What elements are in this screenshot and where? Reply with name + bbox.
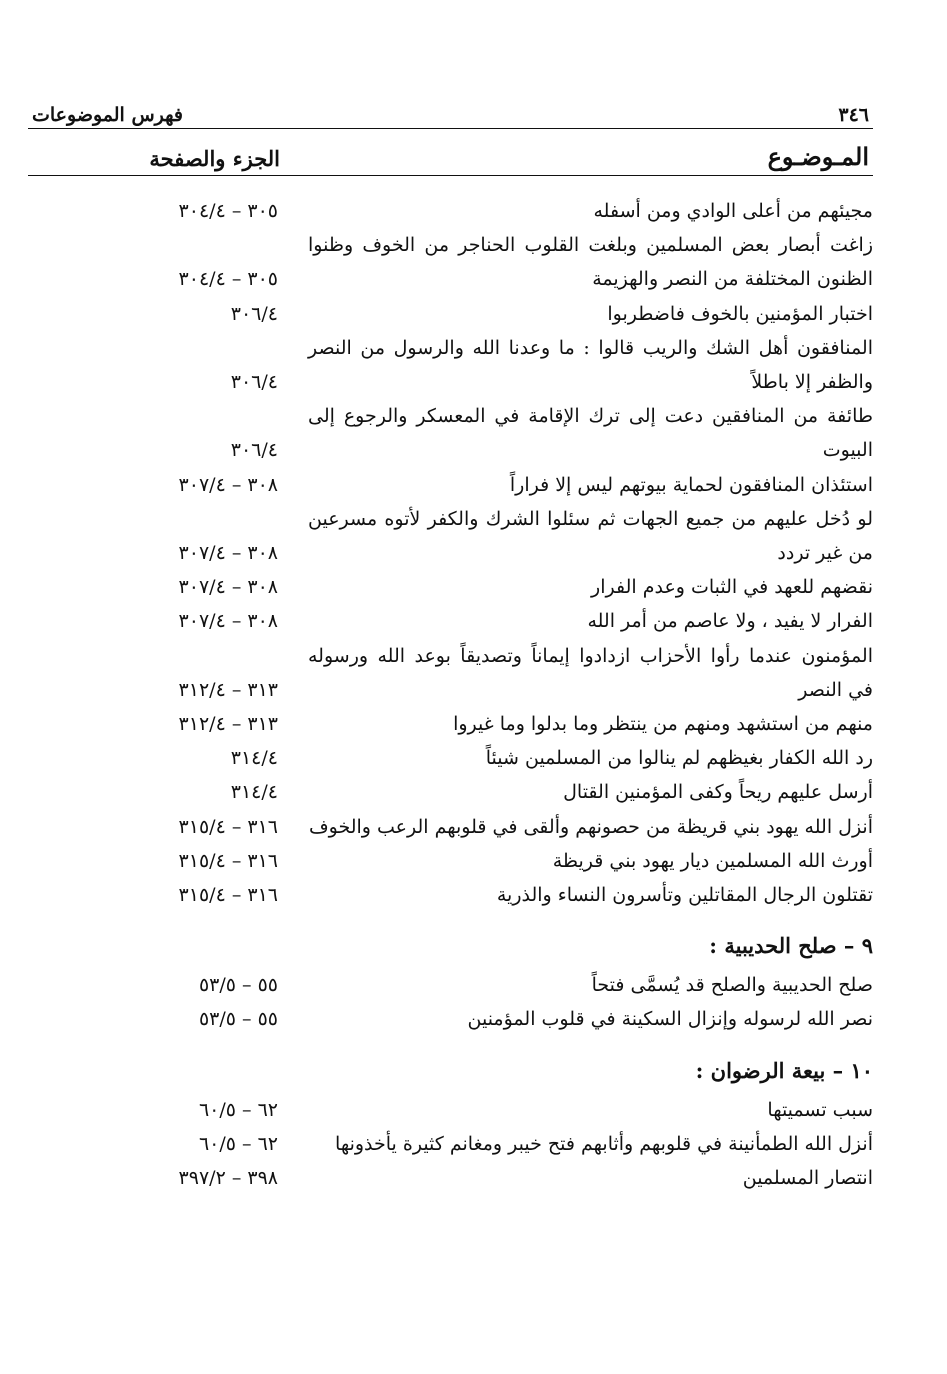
entry-topic: لو دُخل عليهم من جميع الجهات ثم سئلوا الشرك والكفر لأتوه مسرعين من غير تردد — [308, 507, 873, 565]
index-entry — [28, 570, 873, 604]
section-title-ridwan: ١٠ – بيعة الرضوان : — [695, 1057, 873, 1083]
entry-topic: طائفة من المنافقين دعت إلى ترك الإقامة في المعسكر والرجوع إلى البيوت — [308, 405, 873, 462]
entry-topic: زاغت أبصار بعض المسلمين وبلغت القلوب الحناجر من الخوف وظنوا الظنون المختلفة من النصر والهزيمة — [308, 234, 873, 291]
entry-reference: ٣٠٥ – ٣٠٤/٤ — [178, 200, 278, 222]
entry-reference: ٥٥ – ٥٣/٥ — [198, 1008, 278, 1031]
entry-reference: ٣١٤/٤ — [230, 781, 278, 804]
index-entry — [28, 194, 873, 228]
entry-topic: استئذان المنافقون لحماية بيوتهم ليس إلا فراراً — [509, 473, 873, 496]
entry-topic: سبب تسميتها — [767, 1098, 873, 1121]
index-entry — [28, 468, 873, 502]
index-entries — [28, 194, 873, 1195]
entry-topic: نصر الله لرسوله وإنزال السكينة في قلوب المؤمنين — [467, 1008, 873, 1031]
index-entry — [28, 502, 873, 570]
column-headers — [28, 129, 873, 176]
index-entry — [28, 228, 873, 296]
index-entry — [28, 878, 873, 912]
index-page — [28, 96, 873, 1195]
entry-topic: انتصار المسلمين — [742, 1167, 873, 1190]
entry-reference: ٣٠٨ – ٣٠٧/٤ — [178, 576, 278, 599]
entry-topic: مجيئهم من أعلى الوادي ومن أسفله — [593, 200, 873, 222]
entry-topic: المؤمنون عندما رأوا الأحزاب ازدادوا إيماناً وتصديقاً بوعد الله ورسوله في النصر — [308, 644, 873, 701]
entry-topic: الفرار لا يفيد ، ولا عاصم من أمر الله — [587, 610, 873, 633]
index-entry — [28, 1161, 873, 1195]
entry-reference: ٦٢ – ٦٠/٥ — [198, 1098, 278, 1121]
entry-reference: ٣١٦ – ٣١٥/٤ — [178, 884, 278, 907]
index-entry — [28, 968, 873, 1002]
entry-topic: أورث الله المسلمين ديار يهود بني قريظة — [552, 849, 873, 872]
entry-topic: أنزل الله الطمأنينة في قلوبهم وأثابهم فتح خيبر ومغانم كثيرة يأخذونها — [335, 1132, 873, 1155]
index-entry — [28, 297, 873, 331]
entry-reference: ٣١٣ – ٣١٢/٤ — [178, 678, 278, 701]
entry-reference: ٣٠٨ – ٣٠٧/٤ — [178, 473, 278, 496]
entry-reference: ٣٠٥ – ٣٠٤/٤ — [178, 268, 278, 291]
entry-topic: منهم من استشهد ومنهم من ينتظر وما بدلوا وما غيروا — [453, 713, 873, 736]
entry-reference: ٣١٦ – ٣١٥/٤ — [178, 849, 278, 872]
index-entry — [28, 331, 873, 399]
entry-topic: صلح الحديبية والصلح قد يُسمَّى فتحاً — [591, 974, 873, 997]
entry-reference: ٥٥ – ٥٣/٥ — [198, 974, 278, 997]
entry-topic: تقتلون الرجال المقاتلين وتأسرون النساء والذرية — [496, 884, 873, 907]
entry-topic: المنافقون أهل الشك والريب قالوا : ما وعدنا الله والرسول من النصر والظفر إلا باطلاً — [308, 336, 873, 394]
index-entry — [28, 741, 873, 775]
running-title: فهرس الموضوعات — [32, 104, 183, 126]
index-entry — [28, 810, 873, 844]
topic-column-header: المـوضـوع — [767, 142, 869, 171]
entry-topic: نقضهم للعهد في الثبات وعدم الفرار — [591, 576, 873, 599]
index-entry — [28, 1127, 873, 1161]
reference-column-header: الجزء والصفحة — [149, 146, 280, 171]
entry-reference: ٣٠٦/٤ — [230, 302, 278, 325]
index-entry — [28, 604, 873, 638]
index-entry — [28, 707, 873, 741]
index-entry — [28, 1093, 873, 1127]
index-entry — [28, 1002, 873, 1036]
entry-topic: اختبار المؤمنين بالخوف فاضطربوا — [607, 302, 873, 325]
entry-reference: ٣٩٨ – ٣٩٧/٢ — [178, 1167, 278, 1190]
entry-topic: أنزل الله يهود بني قريظة من حصونهم وألقى في قلوبهم الرعب والخوف — [308, 815, 873, 838]
index-entry — [28, 775, 873, 809]
entry-reference: ٣٠٦/٤ — [230, 371, 278, 394]
entry-reference: ٣١٦ – ٣١٥/٤ — [178, 815, 278, 838]
entry-reference: ٣٠٦/٤ — [230, 439, 278, 462]
index-entry — [28, 639, 873, 707]
page-number: ٣٤٦ — [838, 104, 869, 126]
entry-reference: ٣١٣ – ٣١٢/٤ — [178, 713, 278, 736]
entry-reference: ٣٠٨ – ٣٠٧/٤ — [178, 542, 278, 565]
entry-reference: ٦٢ – ٦٠/٥ — [198, 1132, 278, 1155]
entry-topic: أرسل عليهم ريحاً وكفى المؤمنين القتال — [563, 781, 873, 804]
entry-reference: ٣١٤/٤ — [230, 747, 278, 770]
running-head — [28, 96, 873, 129]
section-title-hudaybiyyah: ٩ – صلح الحديبية : — [709, 933, 873, 959]
entry-reference: ٣٠٨ – ٣٠٧/٤ — [178, 610, 278, 633]
index-entry — [28, 844, 873, 878]
entry-topic: رد الله الكفار بغيظهم لم ينالوا من المسلمين شيئاً — [485, 747, 873, 770]
index-entry — [28, 399, 873, 467]
